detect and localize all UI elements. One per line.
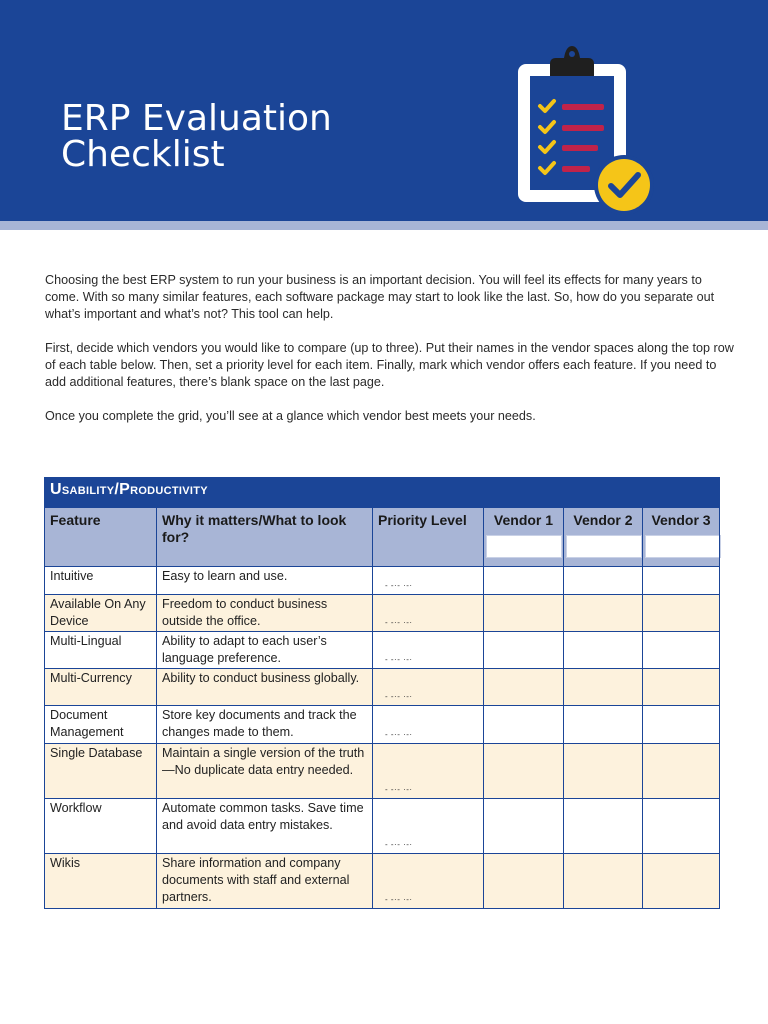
vendor-3-cell[interactable] <box>643 595 720 632</box>
feature-cell: Document Management <box>45 706 157 744</box>
vendor-2-label: Vendor 2 <box>573 512 633 528</box>
table-row <box>45 706 720 744</box>
why-cell: Ability to conduct business globally. <box>157 669 373 706</box>
column-header-why: Why it matters/What to look for? <box>157 508 373 567</box>
vendor-2-cell[interactable] <box>564 706 643 744</box>
why-cell: Store key documents and track the changes made to them. <box>157 706 373 744</box>
column-header-vendor-1 <box>484 508 564 567</box>
feature-cell: Multi-Currency <box>45 669 157 706</box>
vendor-2-cell[interactable] <box>564 854 643 909</box>
why-cell: Automate common tasks. Save time and avoid data entry mistakes. <box>157 799 373 854</box>
vendor-1-cell[interactable] <box>484 669 564 706</box>
table-row <box>45 595 720 632</box>
priority-dropdown[interactable] <box>373 799 484 854</box>
section-header-row <box>45 478 720 508</box>
table-row <box>45 854 720 909</box>
priority-dropdown[interactable] <box>373 632 484 669</box>
vendor-3-cell[interactable] <box>643 669 720 706</box>
column-header-vendor-2 <box>564 508 643 567</box>
checklist-table <box>44 477 720 909</box>
vendor-2-cell[interactable] <box>564 632 643 669</box>
clipboard-checklist-icon <box>510 40 660 225</box>
intro-paragraph: Choosing the best ERP system to run your business is an important decision. You will feel its effects for many years to come. With so many similar features, each software package may start to look like the last. So, how do you separate out what’s important and what’s not? This tool can help. <box>45 273 715 321</box>
priority-placeholder: - -·- ·-· <box>385 581 413 590</box>
intro-paragraph: Once you complete the grid, you’ll see at a glance which vendor best meets your needs. <box>45 409 536 423</box>
why-cell: Maintain a single version of the truth—No duplicate data entry needed. <box>157 744 373 799</box>
column-header-feature: Feature <box>45 508 157 567</box>
vendor-3-cell[interactable] <box>643 632 720 669</box>
table-row <box>45 669 720 706</box>
table-row <box>45 744 720 799</box>
vendor-1-cell[interactable] <box>484 567 564 595</box>
vendor-3-cell[interactable] <box>643 706 720 744</box>
intro-paragraph: First, decide which vendors you would like to compare (up to three). Put their names in the vendor spaces along the top row of each table below. Then, set a priority level for each item. Finally, mark which vendor offers each feature. If you need to add additional features, there’s blank space on the last page. <box>45 341 734 389</box>
why-cell: Easy to learn and use. <box>157 567 373 595</box>
vendor-1-cell[interactable] <box>484 706 564 744</box>
column-header-row <box>45 508 720 567</box>
priority-placeholder: - -·- ·-· <box>385 730 413 739</box>
priority-placeholder: - -·- ·-· <box>385 895 413 904</box>
vendor-2-cell[interactable] <box>564 669 643 706</box>
why-cell: Ability to adapt to each user’s language preference. <box>157 632 373 669</box>
vendor-2-cell[interactable] <box>564 595 643 632</box>
table-row <box>45 567 720 595</box>
priority-dropdown[interactable] <box>373 706 484 744</box>
vendor-3-cell[interactable] <box>643 854 720 909</box>
vendor-1-name-field[interactable] <box>486 535 562 558</box>
vendor-1-cell[interactable] <box>484 632 564 669</box>
why-cell: Share information and company documents with staff and external partners. <box>157 854 373 909</box>
vendor-3-label: Vendor 3 <box>651 512 711 528</box>
section-title: Usability/Productivity <box>45 478 720 508</box>
feature-cell: Available On Any Device <box>45 595 157 632</box>
vendor-1-cell[interactable] <box>484 595 564 632</box>
table-row <box>45 632 720 669</box>
feature-cell: Wikis <box>45 854 157 909</box>
vendor-3-cell[interactable] <box>643 567 720 595</box>
vendor-2-cell[interactable] <box>564 799 643 854</box>
priority-placeholder: - -·- ·-· <box>385 785 413 794</box>
vendor-3-name-field[interactable] <box>645 535 721 558</box>
vendor-3-cell[interactable] <box>643 799 720 854</box>
priority-dropdown[interactable] <box>373 854 484 909</box>
feature-cell: Single Database <box>45 744 157 799</box>
vendor-1-cell[interactable] <box>484 799 564 854</box>
priority-placeholder: - -·- ·-· <box>385 840 413 849</box>
vendor-2-cell[interactable] <box>564 567 643 595</box>
priority-dropdown[interactable] <box>373 595 484 632</box>
vendor-1-cell[interactable] <box>484 854 564 909</box>
priority-dropdown[interactable] <box>373 669 484 706</box>
why-cell: Freedom to conduct business outside the office. <box>157 595 373 632</box>
intro-text <box>45 272 735 442</box>
vendor-1-label: Vendor 1 <box>493 512 554 528</box>
priority-placeholder: - -·- ·-· <box>385 618 413 627</box>
vendor-1-cell[interactable] <box>484 744 564 799</box>
feature-cell: Workflow <box>45 799 157 854</box>
priority-dropdown[interactable] <box>373 567 484 595</box>
page-title: ERP Evaluation Checklist <box>61 98 332 175</box>
vendor-3-cell[interactable] <box>643 744 720 799</box>
feature-cell: Multi-Lingual <box>45 632 157 669</box>
vendor-2-cell[interactable] <box>564 744 643 799</box>
column-header-vendor-3 <box>643 508 720 567</box>
table-row <box>45 799 720 854</box>
column-header-priority: Priority Level <box>373 508 484 567</box>
priority-placeholder: - -·- ·-· <box>385 692 413 701</box>
priority-placeholder: - -·- ·-· <box>385 655 413 664</box>
vendor-2-name-field[interactable] <box>566 535 642 558</box>
priority-dropdown[interactable] <box>373 744 484 799</box>
feature-cell: Intuitive <box>45 567 157 595</box>
